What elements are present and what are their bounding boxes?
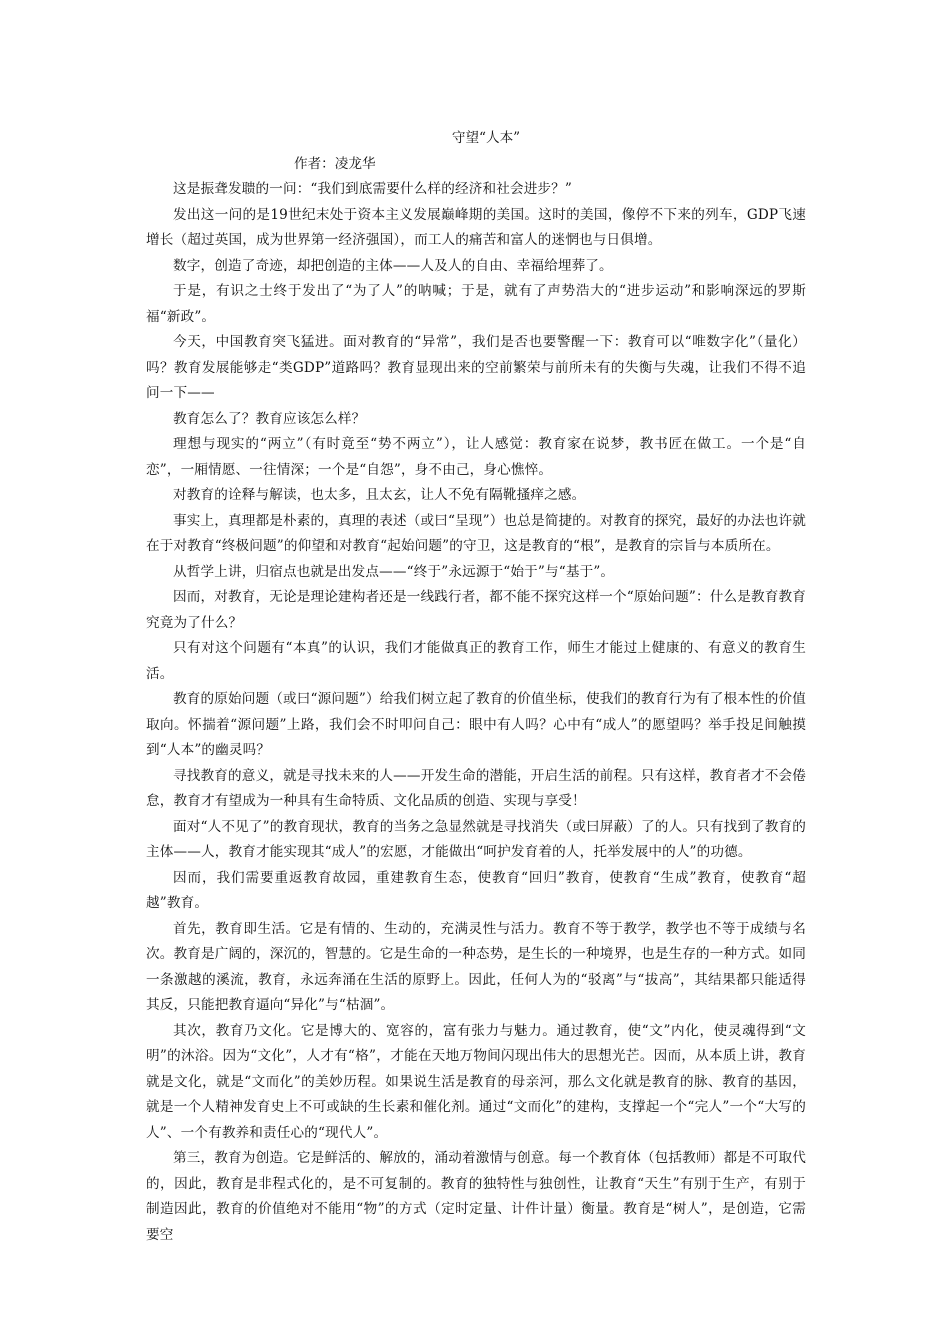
paragraph: 理想与现实的“两立”（有时竟至“势不两立”），让人感觉：教育家在说梦，教书匠在做工。一个是“自恋”，一厢情愿、一往情深；一个是“自怨”，身不由己，身心憔悴。 <box>146 436 806 478</box>
paragraph: 对教育的诠释与解读，也太多，且太玄，让人不免有隔靴搔痒之感。 <box>173 487 586 503</box>
paragraph: 今天，中国教育突飞猛进。面对教育的“异常”，我们是否也要警醒一下：教育可以“唯数字化”（量化）吗？教育发展能够走“类GDP”道路吗？教育显现出来的空前繁荣与前所未有的失衡与失魂，让我们不得不追问一下—— <box>146 334 806 401</box>
paragraph: 教育的原始问题（或曰“源问题”）给我们树立起了教育的价值坐标，使我们的教育行为有了根本性的价值取向。怀揣着“源问题”上路，我们会不时叩问自己：眼中有人吗？心中有“成人”的愿望吗？举手投足间触摸到“人本”的幽灵吗？ <box>146 691 806 758</box>
paragraph: 这是振聋发聩的一问：“我们到底需要什么样的经济和社会进步？” <box>173 181 573 197</box>
document-page <box>146 126 806 1248</box>
paragraph: 教育怎么了？教育应该怎么样？ <box>173 410 366 427</box>
paragraph: 数字，创造了奇迹，却把创造的主体——人及人的自由、幸福给埋葬了。 <box>173 257 613 274</box>
document-title: 守望“人本” <box>451 130 521 146</box>
paragraph: 只有对这个问题有“本真”的认识，我们才能做真正的教育工作，师生才能过上健康的、有意义的教育生活。 <box>146 640 806 682</box>
paragraph: 其次，教育乃文化。它是博大的、宽容的，富有张力与魅力。通过教育，使“文”内化，使灵魂得到“文明”的沐浴。因为“文化”，人才有“格”，才能在天地万物间闪现出伟大的思想光芒。因而，从本质上讲，教育就是文化，就是“文而化”的美妙历程。如果说生活是教育的母亲河，那么文化就是教育的脉、教育的基因，就是一个人精神发育史上不可或缺的生长素和催化剂。通过“文而化”的建构，支撑起一个“完人”一个“大写的人”、一个有教养和责任心的“现代人”。 <box>146 1022 806 1141</box>
paragraph: 从哲学上讲，归宿点也就是出发点——“终于”永远源于“始于”与“基于”。 <box>173 563 615 580</box>
document-body <box>146 177 806 1248</box>
paragraph: 首先，教育即生活。它是有情的、生动的，充满灵性与活力。教育不等于教学，教学也不等于成绩与名次。教育是广阔的，深沉的，智慧的。它是生命的一种态势，是生长的一种境界，也是生存的一种方式。如同一条激越的溪流，教育，永远奔涌在生活的原野上。因此，任何人为的“驳离”与“拔高”，其结果都只能适得其反，只能把教育逼向“异化”与“枯涸”。 <box>146 920 806 1013</box>
paragraph: 第三，教育为创造。它是鲜活的、解放的，涌动着激情与创意。每一个教育体（包括教师）都是不可取代的，因此，教育是非程式化的，是不可复制的。教育的独特性与独创性，让教育“天生”有别于生产，有别于制造因此，教育的价值绝对不能用“物”的方式（定时定量、计件计量）衡量。教育是“树人”，是创造，它需要空 <box>146 1150 806 1243</box>
paragraph: 因而，我们需要重返教育故园，重建教育生态，使教育“回归”教育，使教育“生成”教育，使教育“超越”教育。 <box>146 869 806 911</box>
paragraph: 事实上，真理都是朴素的，真理的表述（或曰“呈现”）也总是简捷的。对教育的探究，最好的办法也许就在于对教育“终极问题”的仰望和对教育“起始问题”的守卫，这是教育的“根”，是教育的宗旨与本质所在。 <box>146 512 806 554</box>
paragraph: 寻找教育的意义，就是寻找未来的人——开发生命的潜能，开启生活的前程。只有这样，教育者才不会倦怠，教育才有望成为一种具有生命特质、文化品质的创造、实现与享受！ <box>146 767 806 809</box>
paragraph: 于是，有识之士终于发出了“为了人”的呐喊；于是，就有了声势浩大的“进步运动”和影响深远的罗斯福“新政”。 <box>146 283 806 325</box>
paragraph: 发出这一问的是19世纪末处于资本主义发展巅峰期的美国。这时的美国，像停不下来的列车，GDP飞速增长（超过英国，成为世界第一经济强国），而工人的痛苦和富人的迷惘也与日俱增。 <box>146 206 806 248</box>
paragraph: 因而，对教育，无论是理论建构者还是一线践行者，都不能不探究这样一个“原始问题”：什么是教育教育究竟为了什么？ <box>146 589 806 631</box>
paragraph: 面对“人不见了”的教育现状，教育的当务之急显然就是寻找消失（或曰屏蔽）了的人。只有找到了教育的主体——人，教育才能实现其“成人”的宏愿，才能做出“呵护发育着的人，托举发展中的人”的功德。 <box>146 818 806 860</box>
document-author: 作者：凌龙华 <box>294 155 376 172</box>
